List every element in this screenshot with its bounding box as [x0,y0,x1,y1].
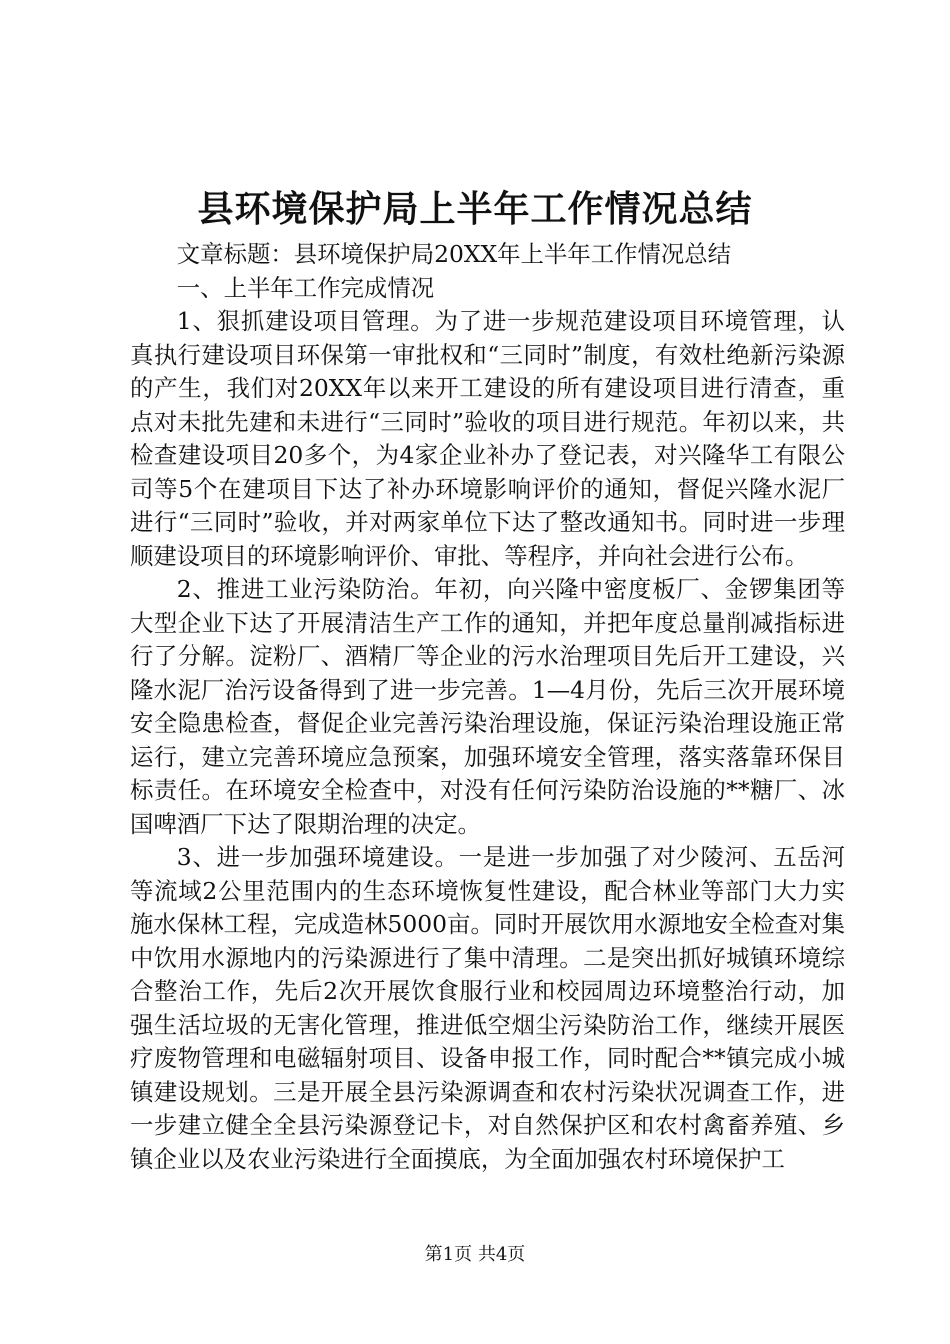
section-heading: 一、上半年工作完成情况 [176,273,435,302]
paragraph-project-management: 1、狠抓建设项目管理。为了进一步规范建设项目环境管理，认真执行建设项目环保第一审批权和“三同时”制度，有效杜绝新污染源的产生，我们对20XX年以来开工建设的所有建设项目进行清查，重点对未批先建和未进行“三同时”验收的项目进行规范。年初以来，共检查建设项目20多个，为4家企业补办了登记表，对兴隆华工有限公司等5个在建项目下达了补办环境影响评价的通知，督促兴隆水泥厂进行“三同时”验收，并对两家单位下达了整改通知书。同时进一步理顺建设项目的环境影响评价、审批、等程序，并向社会进行公布。 [130,307,845,570]
article-title-line: 文章标题：县环境保护局20XX年上半年工作情况总结 [176,240,732,268]
document-body [130,238,845,1176]
paragraph-industrial-pollution: 2、推进工业污染防治。年初，向兴隆中密度板厂、金锣集团等大型企业下达了开展清洁生产工作的通知，并把年度总量削减指标进行了分解。淀粉厂、酒精厂等企业的污水治理项目先后开工建设，兴隆水泥厂治污设备得到了进一步完善。1—4月份，先后三次开展环境安全隐患检查，督促企业完善污染治理设施，保证污染治理设施正常运行，建立完善环境应急预案，加强环境安全管理，落实落靠环保目标责任。在环境安全检查中，对没有任何污染防治设施的**糖厂、冰国啤酒厂下达了限期治理的决定。 [130,575,845,838]
document-title: 县环境保护局上半年工作情况总结 [197,188,753,230]
paragraph-environment-building: 3、进一步加强环境建设。一是进一步加强了对少陵河、五岳河等流域2公里范围内的生态环境恢复性建设，配合林业等部门大力实施水保林工程，完成造林5000亩。同时开展饮用水源地安全检查对集中饮用水源地内的污染源进行了集中清理。二是突出抓好城镇环境综合整治工作，先后2次开展饮食服行业和校园周边环境整治行动，加强生活垃圾的无害化管理，推进低空烟尘污染防治工作，继续开展医疗废物管理和电磁辐射项目、设备申报工作，同时配合**镇完成小城镇建设规划。三是开展全县污染源调查和农村污染状况调查工作，进一步建立健全全县污染源登记卡，对自然保护区和农村禽畜养殖、乡镇企业以及农业污染进行全面摸底，为全面加强农村环境保护工 [130,843,845,1173]
page-number-footer: 第1页 共4页 [424,1244,526,1265]
